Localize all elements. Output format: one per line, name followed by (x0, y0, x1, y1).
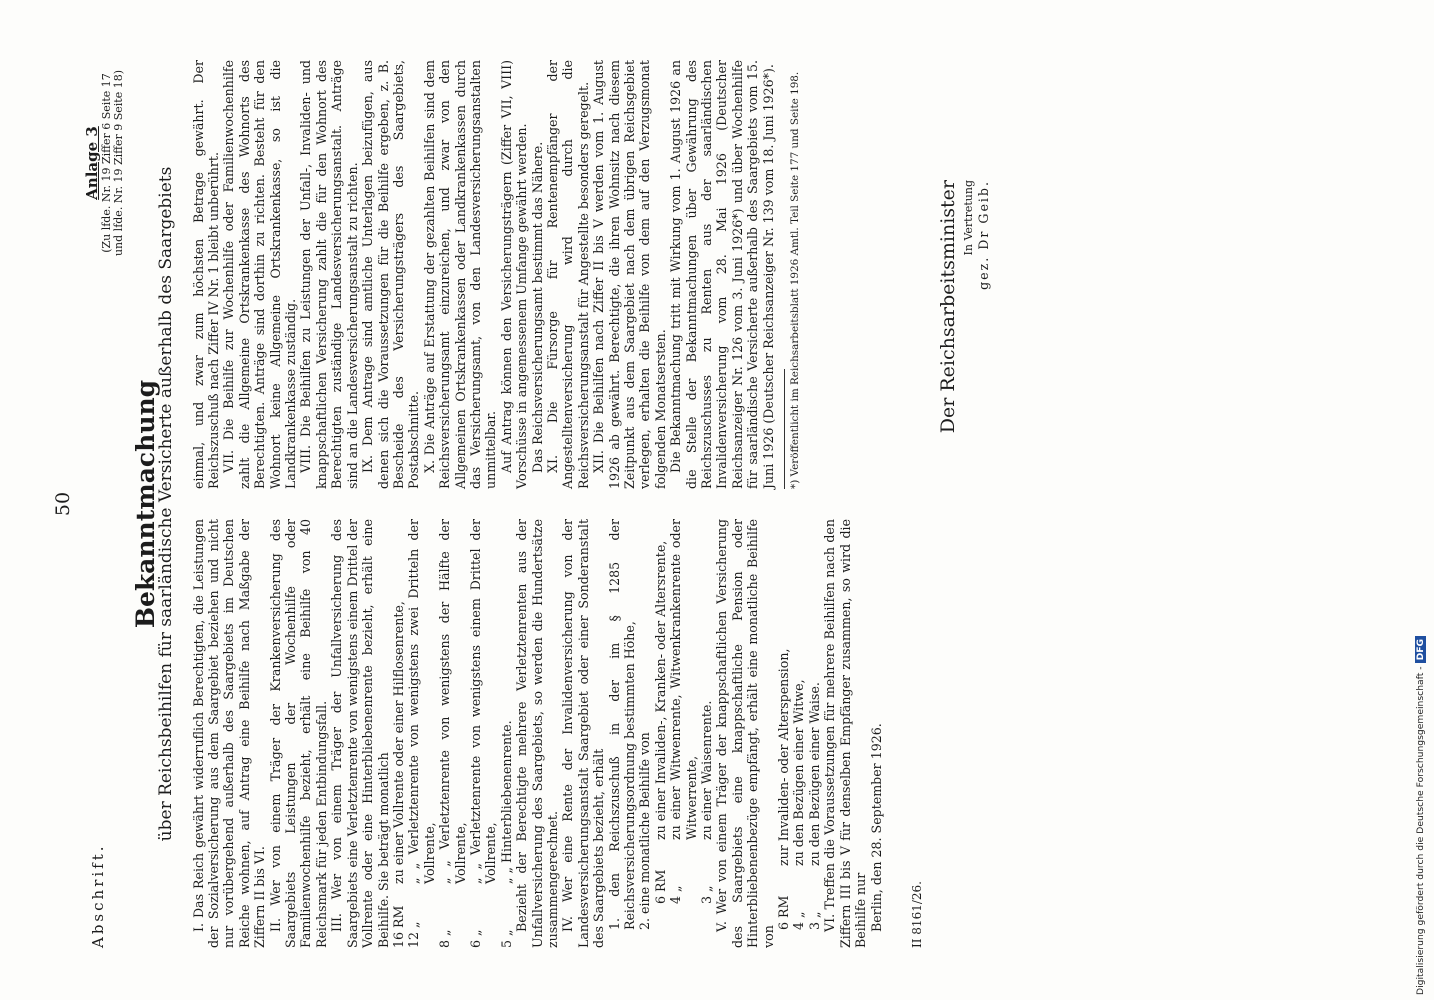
rate-amount: 4 „ (668, 885, 684, 904)
rate-amount: 12 „ (406, 921, 422, 948)
text-columns (191, 60, 926, 948)
anlage-ref-line-2: und lfde. Nr. 19 Ziffer 9 Seite 18) (112, 70, 126, 257)
page-number: 50 (52, 491, 74, 517)
rate-row (499, 519, 514, 948)
rate-amount: 6 „ (467, 929, 483, 948)
rate-row (391, 519, 406, 948)
rate-text: zu den Bezügen einer Witwe, (791, 679, 807, 866)
rate-row (807, 519, 822, 948)
rate-amount: 3 „ (699, 885, 715, 904)
rate-text: zu den Bezügen einer Waise. (806, 682, 822, 866)
document-title: Bekanntmachung (130, 379, 160, 629)
paragraph-x: X. Die Anträge auf Erstattung der gezahlten Beihilfen sind dem Reichsversicherungsamt einzureichen, und zwar von den Allgemeinen Ortskrankenkassen oder Landkrankenkassen durch das Versicherungsamt, von den Landesversicherungsanstalten unmittelbar. (421, 60, 499, 489)
minister-title: Der Reichsarbeitsminister (937, 180, 960, 434)
left-column (191, 519, 926, 948)
paragraph-ix: IX. Dem Antrage sind amtliche Unterlagen beizufügen, aus denen sich die Voraussetzungen für die Beihilfe ergeben, z. B. Bescheide des Versicherungsträgers des Saargebiets, Postabschnitte. (360, 60, 422, 489)
file-reference: II 8161/26. (909, 881, 924, 948)
paragraph-iv-item-1: 1. den Reichszuschuß in der im § 1285 der Reichsversicherungsordnung bestimmten Höhe, (606, 519, 637, 930)
anlage-title: Anlage 3 (83, 126, 102, 200)
rate-text: zu einer Vollrente oder einer Hilflosenrente, (390, 601, 406, 884)
rate-amount: 5 „ (498, 929, 514, 948)
rate-row (437, 519, 468, 948)
paragraph-iii: III. Wer von einem Träger der Unfallversicherung des Saargebiets eine Verletztenrente von wenigstens einem Drittel der Vollrente oder eine Hinterbliebenenrente bezieht, erhält eine Beihilfe. Sie beträgt monatlich (329, 519, 391, 948)
paragraph-ii: II. Wer von einem Träger der Krankenversicherung des Saargebiets Leistungen der Wochenhilfe oder Familienwochenhilfe bezieht, erhält eine Beihilfe von 40 Reichsmark für jeden Entbindungsfall. (267, 519, 329, 948)
rate-text: „ „ Verletztenrente von wenigstens der Hälfte der Vollrente, (437, 519, 468, 884)
rate-text: „ „ Verletztenrente von wenigstens einem Drittel der Vollrente, (467, 519, 499, 884)
paragraph-xii: XII. Die Beihilfen nach Ziffer II bis V werden vom 1. August 1926 ab gewährt. Berechtigte, die ihren Wohnsitz nach diesem Zeitpunkt aus dem Saargebiet nach dem übrigen Reichsgebiet verlegen, erhalten die Beihilfe von dem auf den Verzugsmonat folgenden Monatsersten. (591, 60, 668, 489)
rate-amount: 6 RM (776, 895, 792, 930)
footnote: *) Veröffentlicht im Reichsarbeitsblatt 1926 Amtl. Teil Seite 177 und Seite 198. (789, 71, 802, 489)
rate-row (406, 519, 437, 948)
paragraph-i: I. Das Reich gewährt widerruflich Berechtigten, die Leistungen der Sozialversicherung aus dem Saargebiet beziehen und nicht nur vorübergehend außerhalb des Saargebiets im Deutschen Reiche wohnen, auf Antrag eine Beihilfe nach Maßgabe der Ziffern II bis VI. (190, 519, 268, 948)
rate-row (791, 519, 806, 948)
anlage-ref-line-1: (Zu lfde. Nr. 19 Ziffer 6 Seite 17 (99, 73, 113, 253)
paragraph-xi: XI. Die Fürsorge für Rentenempfänger der Angestelltenversicherung wird durch die Reichsversicherungsanstalt für Angestellte besonders geregelt. (544, 60, 591, 489)
rate-text: zu einer Invaliden-, Kranken- oder Altersrente, (652, 540, 668, 840)
rate-row (653, 519, 668, 948)
document-subtitle: über Reichsbeihilfen für saarländische Versicherte außerhalb des Saargebiets (156, 166, 177, 842)
abschrift-label: Abschrift. (89, 843, 108, 948)
rate-text: zu einer Witwenrente, Witwenkrankenrente oder Witwerrente, (668, 519, 699, 840)
rate-text: zu einer Waisenrente. (699, 700, 715, 840)
footnote-divider (784, 369, 785, 489)
rate-text: „ „ Hinterbliebenenrente. (498, 720, 514, 884)
header-row (85, 60, 125, 948)
paragraph-effective: Die Bekanntmachung tritt mit Wirkung vom 1. August 1926 an die Stelle der Bekanntmachungen über Gewährung des Reichszuschusses zu Renten aus der saarländischen Invalidenversicherung vom 28. Mai 1926 (Deutscher Reichsanzeiger Nr. 126 vom 3. Juni 1926*) und über Wochenhilfe für saarländische Versicherte außerhalb des Saargebiets vom 15. Juni 1926 (Deutscher Reichsanzeiger Nr. 139 vom 18. Juni 1926*). (668, 60, 776, 489)
paragraph-v: V. Wer von einem Träger der knappschaftlichen Versicherung des Saargebiets eine knappschaftliche Pension oder Hinterbliebenenbezüge empfängt, erhält eine monatliche Beihilfe von (714, 519, 776, 948)
signer-name: gez. Dr Geib. (976, 180, 992, 290)
right-column (191, 60, 926, 489)
digitization-stamp (1415, 636, 1426, 995)
signature-block (937, 60, 992, 948)
paragraph-vi: VI. Treffen die Voraussetzungen für mehrere Beihilfen nach den Ziffern III bis V für denselben Empfänger zusammen, so wird die Beihilfe nur (822, 519, 869, 948)
anlage-block (85, 70, 125, 256)
rate-row (668, 519, 699, 948)
dfg-logo-icon: DFG (1415, 636, 1426, 663)
rate-text: zur Invaliden- oder Alterspension, (776, 648, 792, 866)
rate-amount: 8 „ (437, 929, 453, 948)
paragraph-vii: VII. Die Beihilfe zur Wochenhilfe oder Familienwochenhilfe zahlt die Allgemeine Ortskrankenkasse des Wohnorts des Berechtigten. Anträge sind dorthin zu richten. Besteht für den Wohnort keine Allgemeine Ortskrankenkasse, so ist die Landkrankenkasse zuständig. (221, 60, 299, 489)
digitization-text: Digitalisierung gefördert durch die Deutsche Forschungsgemeinschaft - (1415, 666, 1426, 995)
rate-amount: 4 „ (791, 911, 807, 930)
rate-amount: 16 RM (390, 905, 406, 948)
rate-row (699, 519, 714, 948)
vertretung-label: In Vertretung (961, 180, 975, 256)
rate-row (468, 519, 499, 948)
rate-text: „ „ Verletztenrente von wenigstens zwei Dritteln der Vollrente, (406, 519, 437, 884)
rate-row (776, 519, 791, 948)
paragraph-iv-item-2: 2. eine monatliche Beihilfe von (637, 732, 653, 930)
paragraph-vi-cont: einmal, und zwar zum höchsten Betrage gewährt. Der Reichszuschuß nach Ziffer IV Nr. 1 bleibt unberührt. (190, 60, 222, 489)
place-date: Berlin, den 28. September 1926. (868, 723, 884, 932)
rate-amount: 3 „ (806, 911, 822, 930)
paragraph-x-advance: Auf Antrag können den Versicherungsträgern (Ziffer VII, VIII) Vorschüsse in angemessenem Umfange gewährt werden. (498, 60, 530, 489)
paragraph-viii: VIII. Die Beihilfen zu Leistungen der Unfall-, Invaliden- und knappschaftlichen Versicherung zahlt die für den Wohnort des Berechtigten zuständige Landesversicherungsanstalt. Anträge sind an die Landesversicherungsanstalt zu richten. (298, 60, 360, 489)
paragraph-x-details: Das Reichsversicherungsamt bestimmt das Nähere. (529, 141, 545, 473)
paragraph-iv: IV. Wer eine Rente der Invalidenversicherung von der Landesversicherungsanstalt Saargebiet oder einer Sonderanstalt des Saargebiets bezieht, erhält (560, 519, 607, 948)
paragraph-iii-note: Bezieht der Berechtigte mehrere Verletztenrenten aus der Unfallversicherung des Saargebiets, so werden die Hundertsätze zusammengerechnet. (514, 519, 560, 948)
rate-amount: 6 RM (652, 869, 668, 904)
